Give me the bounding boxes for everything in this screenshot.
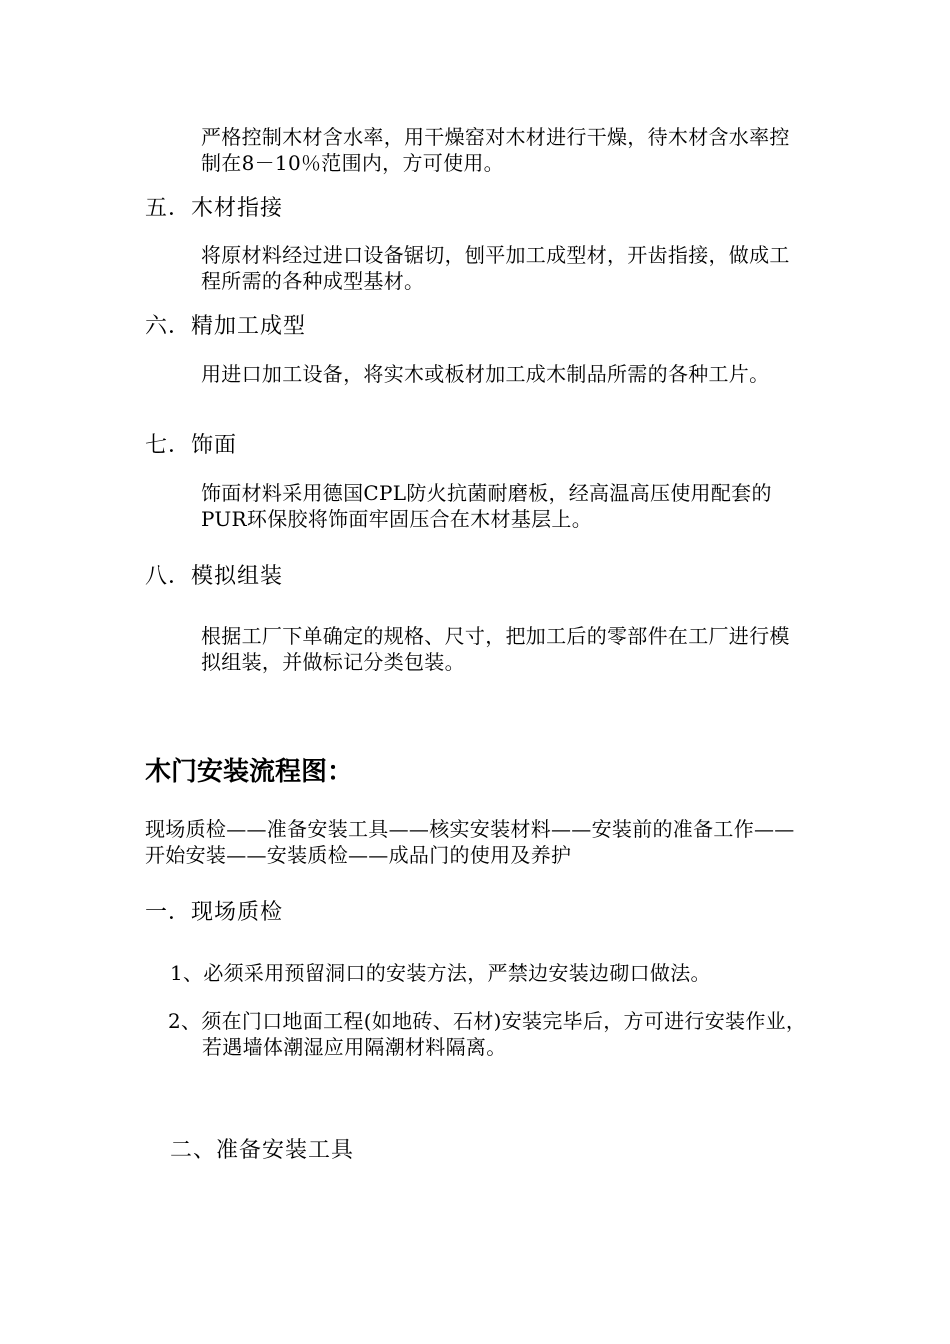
section-paragraph-6: 用进口加工设备，将实木或板材加工成木制品所需的各种工片。 (201, 362, 770, 386)
section-heading-6: 六．精加工成型 (145, 314, 307, 339)
step-heading-prepare-tools: 二、准备安装工具 (170, 1138, 355, 1163)
section-paragraph-8: 根据工厂下单确定的规格、尺寸，把加工后的零部件在工厂进行模拟组装，并做标记分类包装。 (201, 624, 790, 674)
section-heading-7: 七．饰面 (145, 433, 238, 458)
install-flow-steps: 现场质检——准备安装工具——核实安装材料——安装前的准备工作——开始安装——安装质检——成品门的使用及养护 (145, 817, 795, 867)
section-paragraph-7: 饰面材料采用德国CPL防火抗菌耐磨板，经高温高压使用配套的PUR环保胶将饰面牢固压合在木材基层上。 (201, 481, 772, 531)
section-heading-5: 五．木材指接 (145, 196, 284, 221)
section-paragraph-5: 将原材料经过进口设备锯切，刨平加工成型材，开齿指接，做成工程所需的各种成型基材。 (201, 243, 790, 293)
install-flow-title: 木门安装流程图： (145, 757, 354, 787)
step-heading-site-inspection: 一．现场质检 (145, 900, 284, 925)
inspection-item-2: 2、须在门口地面工程(如地砖、石材)安装完毕后，方可进行安装作业，若遇墙体潮湿应用隔潮材料隔离。 (168, 1009, 807, 1059)
intro-paragraph: 严格控制木材含水率，用干燥窑对木材进行干燥，待木材含水率控制在8－10％范围内，方可使用。 (201, 125, 790, 175)
inspection-item-1: 1、必须采用预留洞口的安装方法，严禁边安装边砌口做法。 (170, 961, 711, 985)
section-heading-8: 八．模拟组装 (145, 564, 284, 589)
